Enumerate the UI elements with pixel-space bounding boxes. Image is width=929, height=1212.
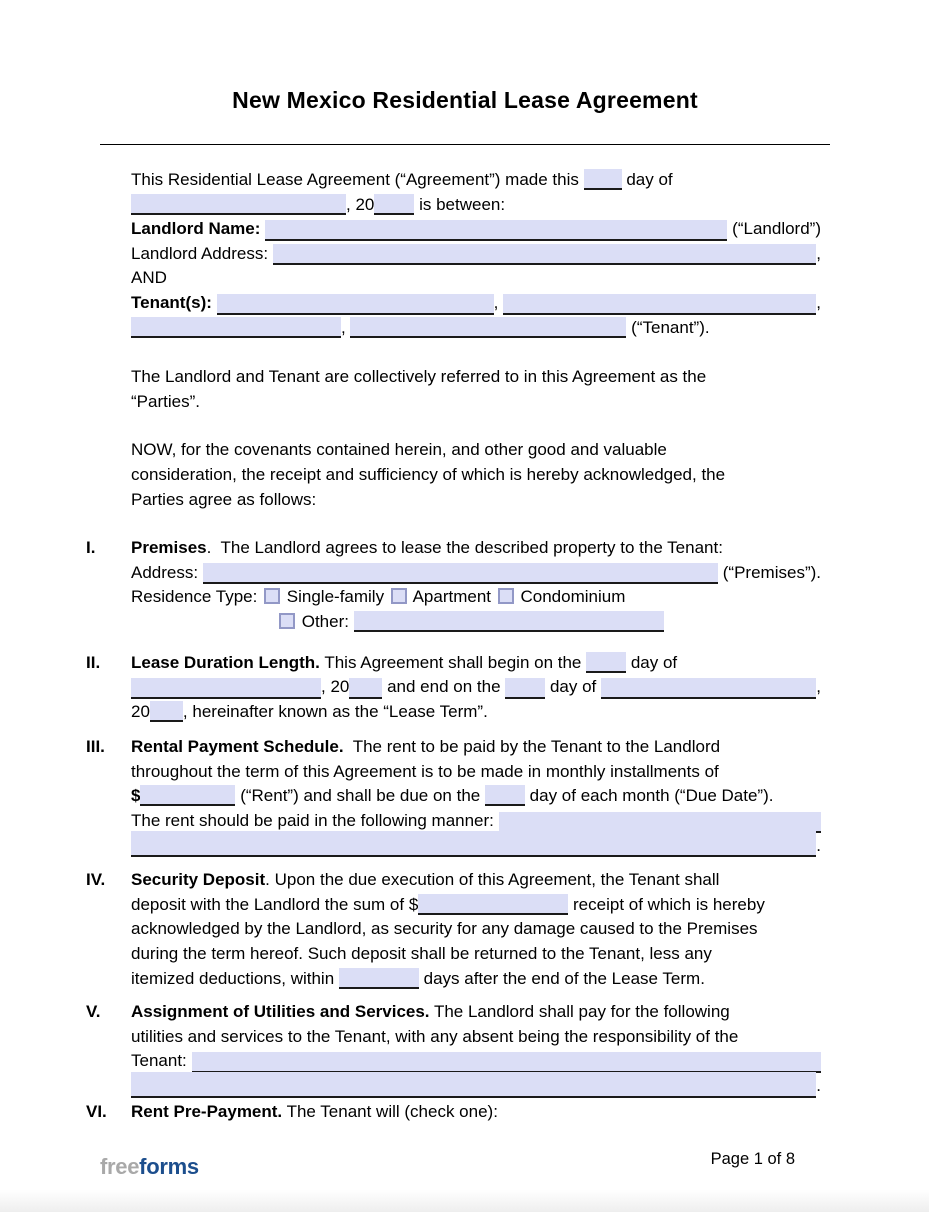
- blank-execution-day[interactable]: [584, 169, 622, 190]
- text-segment: Residence Type:: [131, 587, 263, 607]
- checkbox-condominium[interactable]: [498, 588, 514, 604]
- text-line: [131, 536, 821, 561]
- text-segment: Condominium: [515, 587, 626, 607]
- text-segment: utilities and services to the Tenant, with any absent being the responsibility of the: [131, 1026, 739, 1046]
- text-segment: NOW, for the covenants contained herein, and other good and valuable: [131, 440, 667, 460]
- text-segment: The rent to be paid by the Tenant to the Landlord: [343, 737, 721, 757]
- text-line: [131, 809, 821, 834]
- logo-free-text: free: [100, 1154, 140, 1180]
- text-segment: . The Landlord agrees to lease the described property to the Tenant:: [206, 538, 723, 558]
- text-segment: throughout the term of this Agreement is to be made in monthly installments of: [131, 761, 719, 781]
- blank-start-month[interactable]: [131, 678, 321, 699]
- text-line: [131, 390, 821, 415]
- blank-landlord-name[interactable]: [265, 220, 727, 241]
- text-segment: The Tenant will (check one):: [282, 1101, 498, 1121]
- text-line: [131, 463, 821, 488]
- text-segment: Tenant(s):: [131, 292, 217, 312]
- text-segment: The rent should be paid in the following manner:: [131, 811, 499, 831]
- checkbox-apartment[interactable]: [391, 588, 407, 604]
- text-segment: . Upon the due execution of this Agreement, the Tenant shall: [265, 870, 720, 890]
- blank-execution-year[interactable]: [374, 194, 414, 215]
- freeforms-logo: [100, 1154, 199, 1180]
- section-premises: [86, 536, 821, 634]
- text-line: [131, 967, 821, 992]
- blank-deposit-return-days[interactable]: [339, 968, 419, 989]
- text-line: [131, 675, 821, 700]
- page-bottom-shadow: [0, 1190, 929, 1212]
- text-segment: Single-family: [282, 587, 389, 607]
- text-segment: Apartment: [408, 587, 496, 607]
- text-segment: day of: [621, 170, 673, 189]
- text-line: [131, 868, 821, 893]
- text-line: [131, 1000, 821, 1025]
- text-segment: receipt of which is hereby: [568, 894, 765, 914]
- blank-landlord-address[interactable]: [273, 244, 817, 265]
- section-lease-duration: [86, 651, 821, 725]
- text-segment: Security Deposit: [131, 870, 266, 890]
- text-line: [131, 1025, 821, 1050]
- blank-premises-address[interactable]: [203, 563, 718, 584]
- blank-tenant-2-name[interactable]: [503, 294, 816, 315]
- text-line: [131, 193, 821, 218]
- section-security-deposit: [86, 868, 821, 991]
- blank-end-year[interactable]: [150, 701, 183, 722]
- section-number: VI.: [86, 1101, 107, 1121]
- intro-paragraph: [131, 168, 821, 217]
- text-line: [131, 316, 821, 341]
- text-line: [131, 242, 821, 267]
- parties-block: [131, 217, 821, 340]
- blank-deposit-amount[interactable]: [418, 894, 568, 915]
- blank-end-day[interactable]: [505, 678, 545, 699]
- text-line: [131, 488, 821, 513]
- text-line: [131, 760, 821, 785]
- text-line: [131, 266, 821, 291]
- text-segment: Landlord Address:: [131, 243, 273, 263]
- text-segment: Other:: [297, 611, 354, 631]
- blank-other-residence-type[interactable]: [354, 611, 664, 632]
- text-segment: The Landlord and Tenant are collectively referred to in this Agreement as the: [131, 367, 707, 387]
- text-segment: Premises: [131, 538, 207, 558]
- text-segment: Landlord Name:: [131, 219, 266, 239]
- text-line: [131, 438, 821, 463]
- blank-payment-manner-line-1[interactable]: [499, 812, 821, 833]
- document-body: [86, 168, 821, 1124]
- page-footer: [100, 1150, 830, 1180]
- blank-execution-month[interactable]: [131, 194, 346, 215]
- text-segment: day of: [545, 677, 602, 697]
- blank-start-year[interactable]: [349, 678, 382, 699]
- text-segment: (“Tenant”).: [626, 317, 710, 337]
- body-paragraph: [131, 365, 821, 414]
- section-rent-pre-payment: [86, 1100, 821, 1125]
- text-line: [131, 700, 821, 725]
- text-segment: and end on the: [382, 677, 506, 697]
- blank-payment-manner-line-2[interactable]: [131, 831, 816, 857]
- text-line: [131, 168, 821, 193]
- text-line: [131, 365, 821, 390]
- text-line: [131, 942, 821, 967]
- text-segment: Address:: [131, 562, 203, 582]
- text-segment: days after the end of the Lease Term.: [418, 968, 705, 988]
- text-segment: .: [816, 835, 821, 855]
- blank-rent-amount[interactable]: [140, 785, 235, 806]
- text-segment: ,: [816, 292, 821, 312]
- text-segment: ,: [493, 292, 504, 312]
- text-segment: deposit with the Landlord the sum of $: [131, 894, 419, 914]
- text-line: [131, 917, 821, 942]
- text-segment: $: [131, 786, 141, 806]
- text-segment: Rental Payment Schedule.: [131, 737, 344, 757]
- text-line: [131, 1100, 821, 1125]
- text-segment: , 20: [346, 194, 375, 214]
- text-line: [131, 651, 821, 676]
- text-segment: during the term hereof. Such deposit shall be returned to the Tenant, less any: [131, 944, 712, 964]
- text-segment: (“Premises”).: [718, 562, 821, 582]
- section-number: III.: [86, 737, 105, 757]
- text-segment: Parties agree as follows:: [131, 489, 317, 509]
- text-segment: ,: [341, 317, 351, 337]
- text-segment: , hereinafter known as the “Lease Term”.: [182, 701, 488, 721]
- text-line: [131, 291, 821, 316]
- blank-utilities-line-1[interactable]: [192, 1052, 822, 1073]
- blank-rent-due-day[interactable]: [485, 785, 525, 806]
- text-segment: (“Rent”) and shall be due on the: [235, 786, 485, 806]
- text-segment: is between:: [414, 194, 506, 214]
- text-segment: 20: [131, 701, 150, 721]
- text-segment: day of: [626, 652, 678, 672]
- checkbox-other[interactable]: [279, 613, 295, 629]
- text-segment: , 20: [321, 677, 350, 697]
- text-line: [131, 1049, 821, 1074]
- blank-start-day[interactable]: [586, 652, 626, 673]
- numbered-sections: [86, 536, 821, 1124]
- text-segment: Tenant:: [131, 1051, 192, 1071]
- text-segment: itemized deductions, within: [131, 968, 339, 988]
- section-rental-payment-schedule: [86, 735, 821, 858]
- body-paragraph: [131, 438, 821, 512]
- text-line: [131, 735, 821, 760]
- text-segment: acknowledged by the Landlord, as security for any damage caused to the Premises: [131, 919, 758, 939]
- text-segment: ,: [816, 677, 821, 697]
- page-title: New Mexico Residential Lease Agreement: [232, 87, 698, 113]
- text-segment: consideration, the receipt and sufficiency of which is hereby acknowledged, the: [131, 464, 726, 484]
- logo-forms-text: forms: [139, 1154, 199, 1180]
- page-number-label: Page 1 of 8: [710, 1150, 795, 1169]
- text-line: [131, 1074, 821, 1099]
- body-paragraphs: [131, 365, 821, 512]
- text-line: [131, 585, 821, 610]
- text-line: [131, 217, 821, 242]
- text-line: [131, 561, 821, 586]
- text-segment: .: [816, 1076, 821, 1095]
- text-line: [131, 610, 821, 635]
- text-line: [131, 784, 821, 809]
- blank-tenant-4-name[interactable]: [350, 317, 626, 338]
- text-segment: “Parties”.: [131, 391, 200, 411]
- text-segment: ,: [816, 243, 821, 263]
- blank-utilities-line-2[interactable]: [131, 1072, 816, 1098]
- text-segment: This Agreement shall begin on the: [319, 652, 587, 672]
- section-number: V.: [86, 1002, 101, 1022]
- blank-tenant-1-name[interactable]: [217, 294, 494, 315]
- section-utilities-and-services: [86, 1000, 821, 1098]
- text-line: [131, 893, 821, 918]
- blank-tenant-3-name[interactable]: [131, 317, 341, 338]
- blank-end-month[interactable]: [601, 678, 816, 699]
- text-line: [131, 834, 821, 859]
- text-segment: AND: [131, 268, 167, 288]
- text-segment: Rent Pre-Payment.: [131, 1101, 283, 1121]
- title-divider: [100, 144, 830, 145]
- text-segment: Assignment of Utilities and Services.: [131, 1002, 430, 1022]
- text-segment: The Landlord shall pay for the following: [429, 1002, 730, 1022]
- section-number: II.: [86, 652, 101, 672]
- text-segment: This Residential Lease Agreement (“Agreement”) made this: [131, 170, 584, 189]
- checkbox-single-family[interactable]: [264, 588, 280, 604]
- text-segment: day of each month (“Due Date”).: [524, 786, 774, 806]
- section-number: I.: [86, 538, 96, 558]
- text-segment: Lease Duration Length.: [131, 652, 320, 672]
- section-number: IV.: [86, 870, 106, 890]
- text-segment: (“Landlord”): [727, 219, 821, 239]
